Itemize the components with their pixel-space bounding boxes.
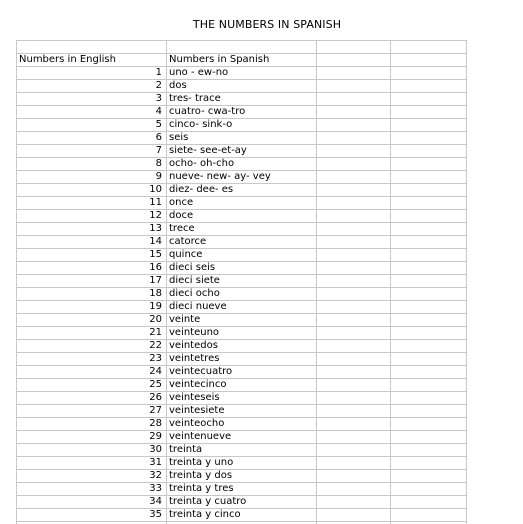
- english-number-cell[interactable]: 17: [149, 275, 162, 286]
- english-number-cell[interactable]: 16: [149, 262, 162, 273]
- english-number-cell[interactable]: 18: [149, 288, 162, 299]
- spanish-number-cell[interactable]: tres- trace: [169, 93, 221, 104]
- table-row: [16, 443, 466, 456]
- table-row: [16, 183, 466, 196]
- spanish-number-cell[interactable]: catorce: [169, 236, 207, 247]
- spanish-number-cell[interactable]: diez- dee- es: [169, 184, 234, 195]
- header-english[interactable]: Numbers in English: [19, 54, 116, 65]
- english-number-cell[interactable]: 20: [149, 314, 162, 325]
- spanish-number-cell[interactable]: veintetres: [169, 353, 220, 364]
- table-row: [16, 495, 466, 508]
- spanish-number-cell[interactable]: dieci ocho: [169, 288, 220, 299]
- spanish-number-cell[interactable]: dos: [169, 80, 187, 91]
- spanish-number-cell[interactable]: ocho- oh-cho: [169, 158, 235, 169]
- spanish-number-cell[interactable]: veinteocho: [169, 418, 225, 429]
- english-number-cell[interactable]: 23: [149, 353, 162, 364]
- table-row: [16, 482, 466, 495]
- spanish-number-cell[interactable]: veinteseis: [169, 392, 220, 403]
- english-number-cell[interactable]: 2: [155, 80, 162, 91]
- table-row: [16, 157, 466, 170]
- spanish-number-cell[interactable]: cinco- sink-o: [169, 119, 233, 130]
- english-number-cell[interactable]: 21: [149, 327, 162, 338]
- table-row: [16, 417, 466, 430]
- document-title: THE NUMBERS IN SPANISH: [192, 18, 342, 31]
- english-number-cell[interactable]: 35: [149, 509, 162, 520]
- english-number-cell[interactable]: 7: [155, 145, 162, 156]
- table-row: [16, 248, 466, 261]
- spanish-number-cell[interactable]: treinta y tres: [169, 483, 234, 494]
- table-row: [16, 287, 466, 300]
- spanish-number-cell[interactable]: siete- see-et-ay: [169, 145, 247, 156]
- english-number-cell[interactable]: 10: [149, 184, 162, 195]
- table-row: [16, 508, 466, 521]
- table-row: [16, 144, 466, 157]
- spanish-number-cell[interactable]: veintecuatro: [169, 366, 233, 377]
- table-row: [16, 235, 466, 248]
- table-row: [16, 66, 466, 79]
- spanish-number-cell[interactable]: dieci nueve: [169, 301, 227, 312]
- table-row: [16, 404, 466, 417]
- table-row: [16, 456, 466, 469]
- spanish-number-cell[interactable]: treinta y cuatro: [169, 496, 247, 507]
- spanish-number-cell[interactable]: veintesiete: [169, 405, 225, 416]
- spanish-number-cell[interactable]: quince: [169, 249, 203, 260]
- table-row: [16, 339, 466, 352]
- english-number-cell[interactable]: 27: [149, 405, 162, 416]
- spanish-number-cell[interactable]: dieci seis: [169, 262, 216, 273]
- number-table: [16, 53, 466, 521]
- grid-line: [466, 40, 467, 524]
- english-number-cell[interactable]: 11: [149, 197, 162, 208]
- english-number-cell[interactable]: 14: [149, 236, 162, 247]
- spanish-number-cell[interactable]: treinta y cinco: [169, 509, 241, 520]
- spanish-number-cell[interactable]: veintedos: [169, 340, 218, 351]
- table-row: [16, 209, 466, 222]
- english-number-cell[interactable]: 4: [155, 106, 162, 117]
- table-row: [16, 222, 466, 235]
- spanish-number-cell[interactable]: veintecinco: [169, 379, 227, 390]
- english-number-cell[interactable]: 1: [155, 67, 162, 78]
- spanish-number-cell[interactable]: dieci siete: [169, 275, 220, 286]
- spanish-number-cell[interactable]: veinteuno: [169, 327, 220, 338]
- spanish-number-cell[interactable]: veinte: [169, 314, 201, 325]
- table-row: [16, 430, 466, 443]
- table-row: [16, 469, 466, 482]
- english-number-cell[interactable]: 3: [155, 93, 162, 104]
- english-number-cell[interactable]: 31: [149, 457, 162, 468]
- spanish-number-cell[interactable]: uno - ew-no: [169, 67, 229, 78]
- spanish-number-cell[interactable]: doce: [169, 210, 194, 221]
- english-number-cell[interactable]: 33: [149, 483, 162, 494]
- english-number-cell[interactable]: 19: [149, 301, 162, 312]
- english-number-cell[interactable]: 12: [149, 210, 162, 221]
- table-row: [16, 131, 466, 144]
- table-header-row: [16, 53, 466, 66]
- english-number-cell[interactable]: 28: [149, 418, 162, 429]
- spanish-number-cell[interactable]: veintenueve: [169, 431, 232, 442]
- table-row: [16, 274, 466, 287]
- english-number-cell[interactable]: 6: [155, 132, 162, 143]
- english-number-cell[interactable]: 9: [155, 171, 162, 182]
- table-row: [16, 79, 466, 92]
- english-number-cell[interactable]: 22: [149, 340, 162, 351]
- table-row: [16, 352, 466, 365]
- english-number-cell[interactable]: 30: [149, 444, 162, 455]
- spanish-number-cell[interactable]: nueve- new- ay- vey: [169, 171, 271, 182]
- english-number-cell[interactable]: 13: [149, 223, 162, 234]
- table-row: [16, 105, 466, 118]
- table-row: [16, 313, 466, 326]
- english-number-cell[interactable]: 24: [149, 366, 162, 377]
- english-number-cell[interactable]: 32: [149, 470, 162, 481]
- english-number-cell[interactable]: 5: [155, 119, 162, 130]
- table-row: [16, 365, 466, 378]
- table-row: [16, 261, 466, 274]
- header-spanish[interactable]: Numbers in Spanish: [169, 54, 270, 65]
- spreadsheet-grid: [16, 40, 467, 524]
- english-number-cell[interactable]: 25: [149, 379, 162, 390]
- english-number-cell[interactable]: 29: [149, 431, 162, 442]
- table-row: [16, 92, 466, 105]
- spanish-number-cell[interactable]: treinta y uno: [169, 457, 234, 468]
- spanish-number-cell[interactable]: trece: [169, 223, 195, 234]
- spanish-number-cell[interactable]: once: [169, 197, 194, 208]
- spanish-number-cell[interactable]: treinta: [169, 444, 203, 455]
- spanish-number-cell[interactable]: treinta y dos: [169, 470, 233, 481]
- table-row: [16, 326, 466, 339]
- english-number-cell[interactable]: 15: [149, 249, 162, 260]
- table-row: [16, 196, 466, 209]
- table-row: [16, 170, 466, 183]
- spanish-number-cell[interactable]: cuatro- cwa-tro: [169, 106, 246, 117]
- english-number-cell[interactable]: 8: [155, 158, 162, 169]
- spanish-number-cell[interactable]: seis: [169, 132, 189, 143]
- english-number-cell[interactable]: 34: [149, 496, 162, 507]
- table-row: [16, 118, 466, 131]
- table-row: [16, 300, 466, 313]
- english-number-cell[interactable]: 26: [149, 392, 162, 403]
- table-row: [16, 391, 466, 404]
- table-row: [16, 378, 466, 391]
